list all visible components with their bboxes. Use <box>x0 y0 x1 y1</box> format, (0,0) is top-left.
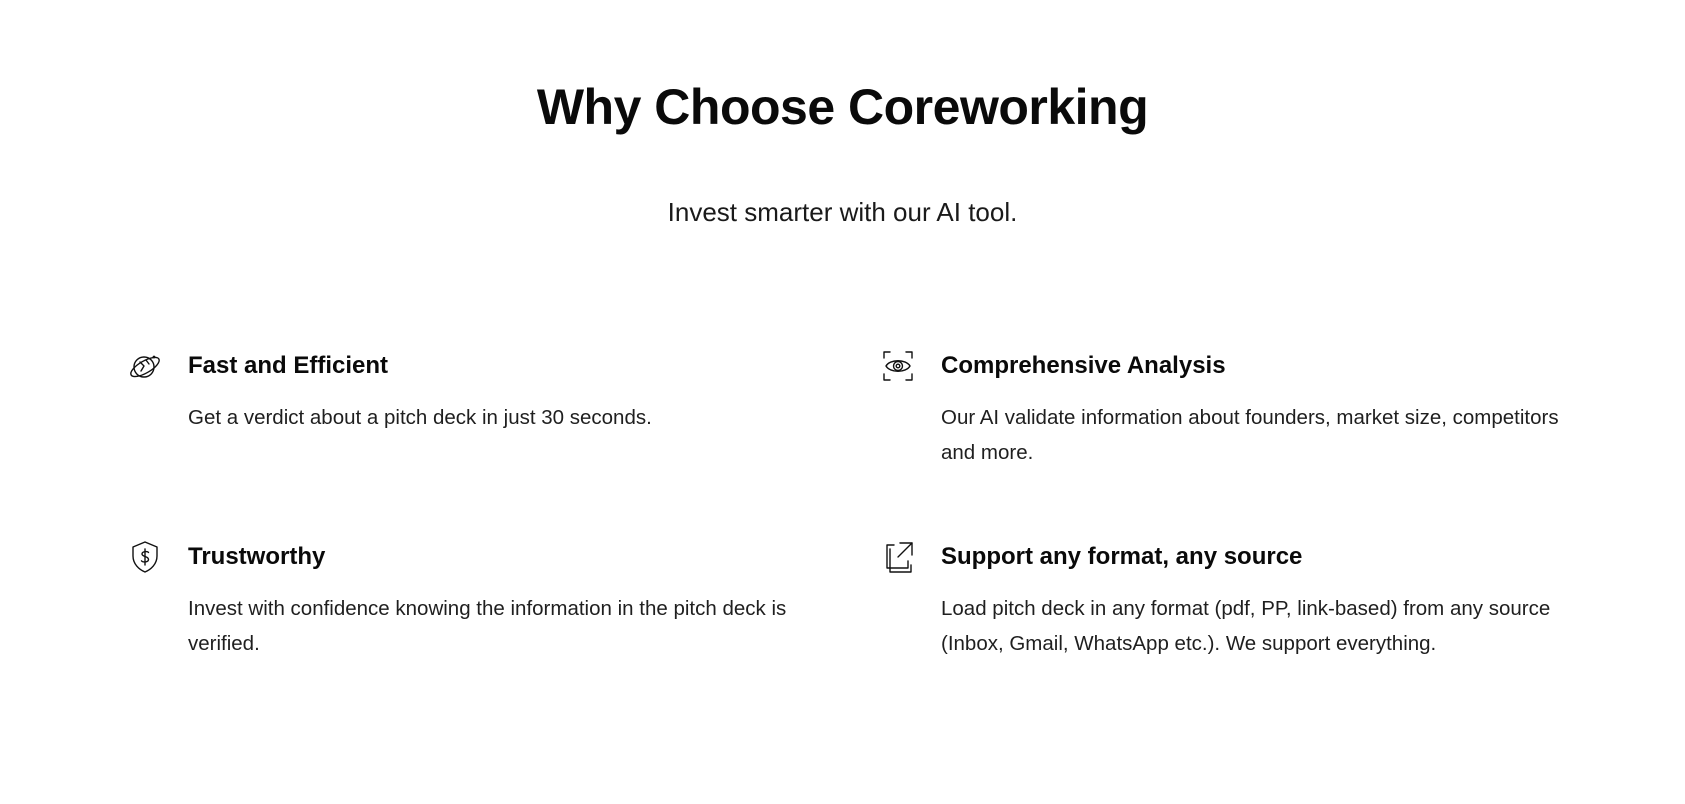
globe-orbit-icon <box>127 348 163 384</box>
feature-heading: Trustworthy <box>188 543 326 570</box>
feature-description: Our AI validate information about founders, market size, competitors and more. <box>941 406 1559 464</box>
feature-description: Invest with confidence knowing the information in the pitch deck is verified. <box>188 597 787 655</box>
feature-heading: Comprehensive Analysis <box>941 352 1226 379</box>
section-title: Why Choose Coreworking <box>536 79 1149 135</box>
shield-dollar-icon <box>127 539 163 575</box>
eye-scan-icon <box>880 348 916 384</box>
feature-description: Get a verdict about a pitch deck in just 30 seconds. <box>188 406 652 429</box>
feature-description: Load pitch deck in any format (pdf, PP, link-based) from any source (Inbox, Gmail, WhatsApp etc.). We support everything. <box>941 597 1551 655</box>
external-link-icon <box>880 539 916 575</box>
feature-heading: Fast and Efficient <box>188 352 389 379</box>
feature-heading: Support any format, any source <box>941 543 1303 570</box>
section-subtitle: Invest smarter with our AI tool. <box>667 197 1018 227</box>
